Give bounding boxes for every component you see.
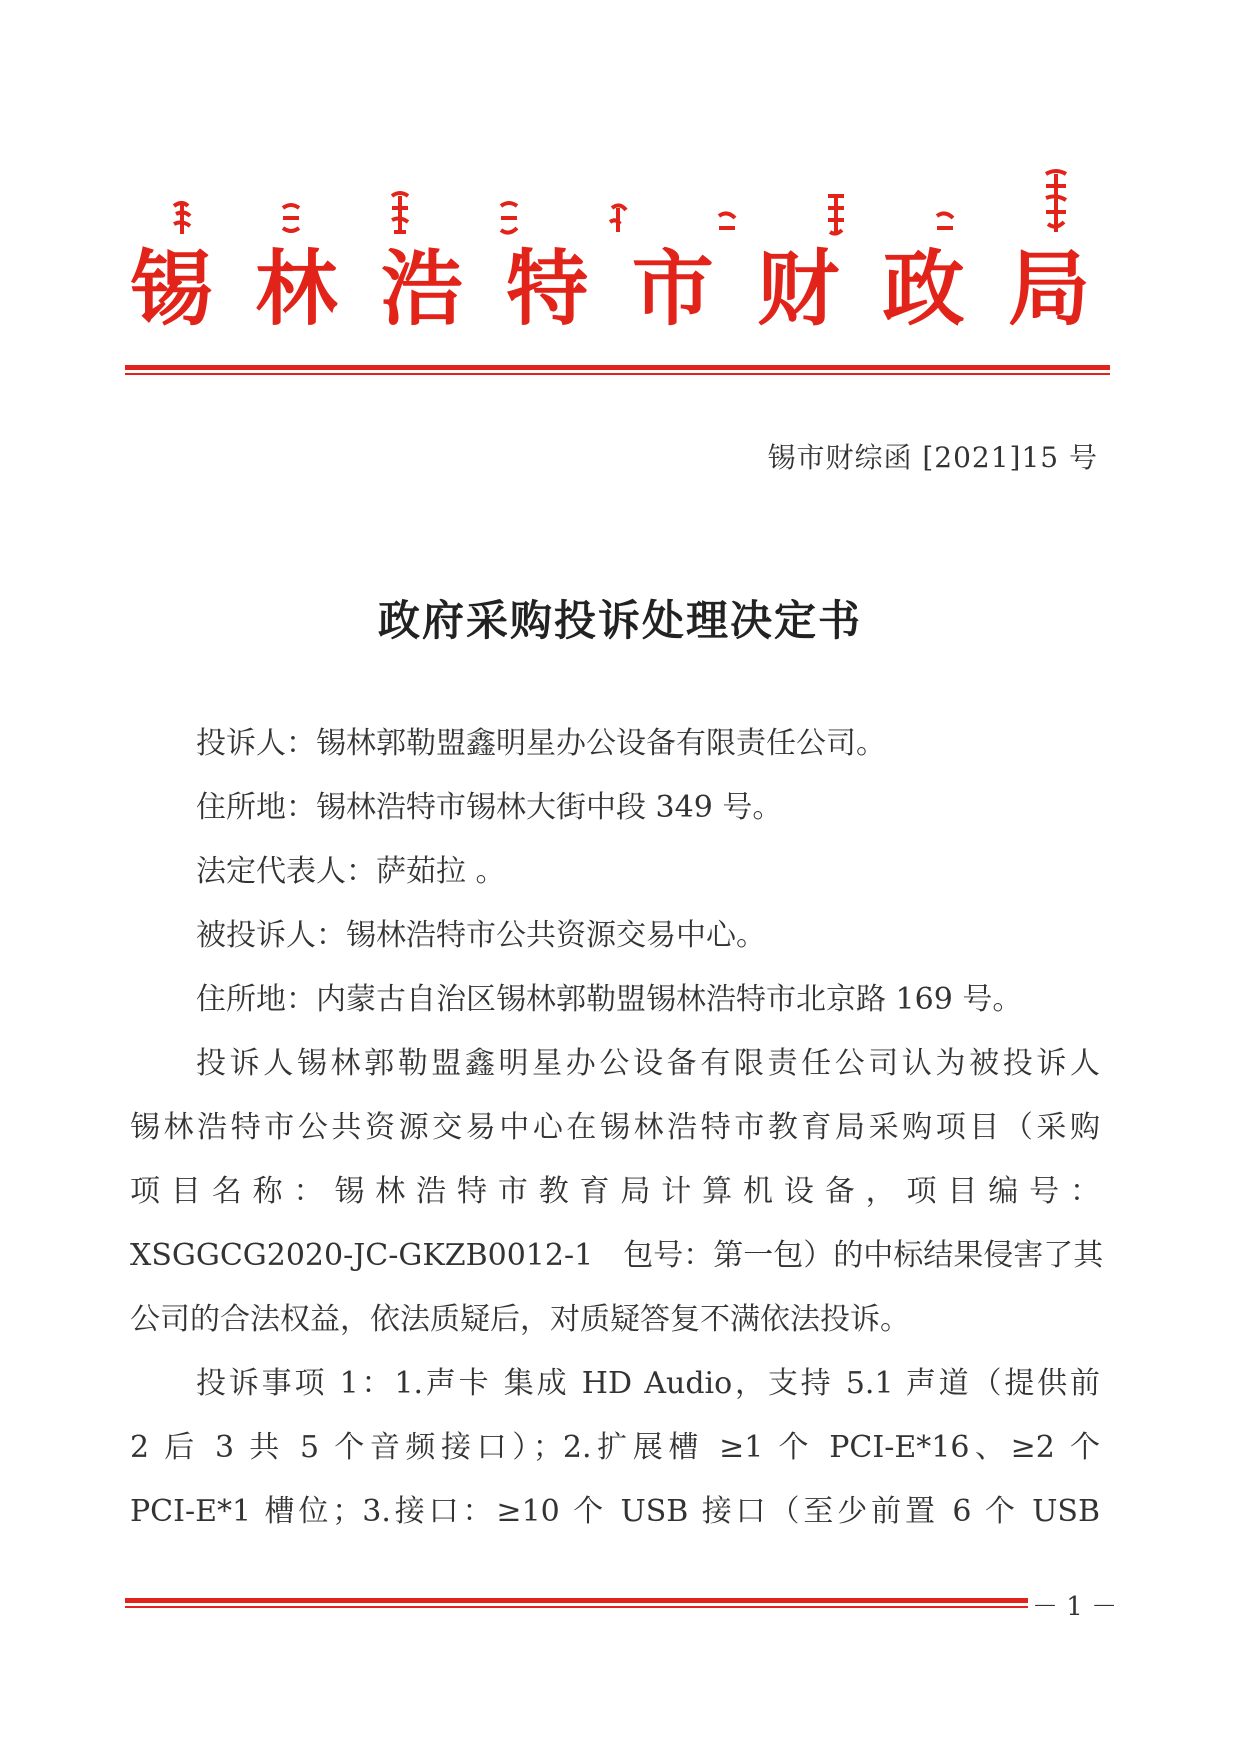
document-number: 锡市财综函 [2021]15 号 [767, 441, 1098, 474]
body-line: 锡林浩特市公共资源交易中心在锡林浩特市教育局采购项目（采购 [130, 1110, 1100, 1145]
body-line: 住所地：内蒙古自治区锡林郭勒盟锡林浩特市北京路 169 号。 [196, 982, 1023, 1017]
document-title: 政府采购投诉处理决定书 [377, 596, 862, 645]
masthead-char: 财 [757, 242, 840, 337]
page-number: － 1 － [1028, 1586, 1121, 1623]
body-line: 投诉人锡林郭勒盟鑫明星办公设备有限责任公司认为被投诉人 [196, 1046, 1100, 1081]
body-line: 公司的合法权益，依法质疑后，对质疑答复不满依法投诉。 [130, 1302, 910, 1337]
masthead-char: 林 [255, 242, 338, 337]
masthead-char: 政 [882, 242, 965, 337]
body-line: 投诉人：锡林郭勒盟鑫明星办公设备有限责任公司。 [196, 726, 886, 761]
masthead-char: 特 [506, 242, 589, 337]
body-line: 被投诉人：锡林浩特市公共资源交易中心。 [196, 918, 766, 953]
masthead-title [130, 240, 1090, 340]
body-line: PCI-E*1 槽位；3.接口：≥10 个 USB 接口（至少前置 6 个 USB [130, 1494, 1100, 1529]
letterhead-divider [125, 365, 1110, 376]
body-line: 住所地：锡林浩特市锡林大街中段 349 号。 [196, 790, 783, 825]
masthead-char: 市 [631, 242, 714, 337]
masthead-char: 锡 [130, 242, 213, 337]
masthead-char: 局 [1007, 242, 1090, 337]
body-line: 法定代表人：萨茹拉 。 [196, 854, 506, 889]
body-line: 项 目 名 称 ： 锡 林 浩 特 市 教 育 局 计 算 机 设 备 ， 项 目 编 号 ： [130, 1174, 1100, 1209]
body-line: 2 后 3 共 5 个音频接口）；2.扩展槽 ≥1 个 PCI-E*16、≥2 个 [130, 1430, 1100, 1465]
body-line: 投诉事项 1：1.声卡 集成 HD Audio，支持 5.1 声道（提供前 [196, 1366, 1100, 1401]
masthead-char: 浩 [380, 242, 463, 337]
mongolian-script-logo [170, 168, 1070, 238]
body-line: XSGGCG2020-JC-GKZB0012-1 包号：第一包）的中标结果侵害了其 [130, 1238, 1104, 1273]
document-body [130, 712, 1104, 1544]
footer-divider [125, 1598, 1110, 1609]
